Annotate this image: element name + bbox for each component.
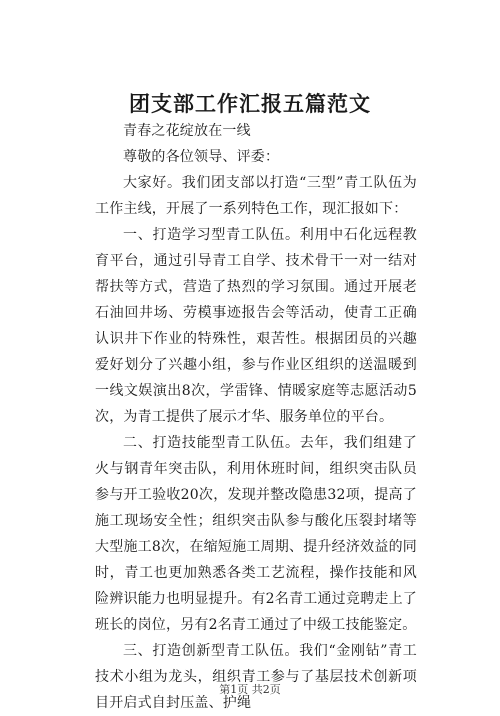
document-title: 团支部工作汇报五篇范文 [129, 91, 371, 116]
paragraph-section-3: 三、打造创新型青工队伍。我们“金刚钻”青工技术小组为龙头，组织青工参与了基层技术创新项目开启式自封压盖、护绳 [95, 643, 417, 711]
paragraph-section-2: 二、打造技能型青工队伍。去年，我们组建了火与钢青年突击队，利用休班时间，组织突击队员参与开工验收20次，发现并整改隐患32项，提高了施工现场安全性；组织突击队参与酸化压裂封堵等大型施工8次，在缩短施工周期、提升经济效益的同时，青工也更加熟悉各类工艺流程，操作技能和风险辨识能力也明显提升。有2名青工通过竞聘走上了班长的岗位，另有2名青工通过了中级工技能鉴定。 [95, 435, 417, 633]
paragraph-salutation: 尊敬的各位领导、评委： [123, 149, 280, 165]
paragraph-intro: 大家好。我们团支部以打造“三型”青工队伍为工作主线，开展了一系列特色工作，现汇报如下： [95, 175, 417, 217]
document-body [95, 118, 417, 716]
page-footer: 第1页 共2页 [219, 683, 281, 696]
paragraph-subtitle: 青春之花绽放在一线 [123, 123, 251, 139]
paragraph-section-1: 一、打造学习型青工队伍。利用中石化远程教育平台，通过引导青工自学、技术骨干一对一结对帮扶等方式，营造了热烈的学习氛围。通过开展老石油回井场、劳模事迹报告会等活动，使青工正确认识井下作业的特殊性，艰苦性。根据团员的兴趣爱好划分了兴趣小组，参与作业区组织的送温暖到一线文娱演出8次，学雷锋、情暖家庭等志愿活动5次，为青工提供了展示才华、服务单位的平台。 [95, 227, 417, 425]
